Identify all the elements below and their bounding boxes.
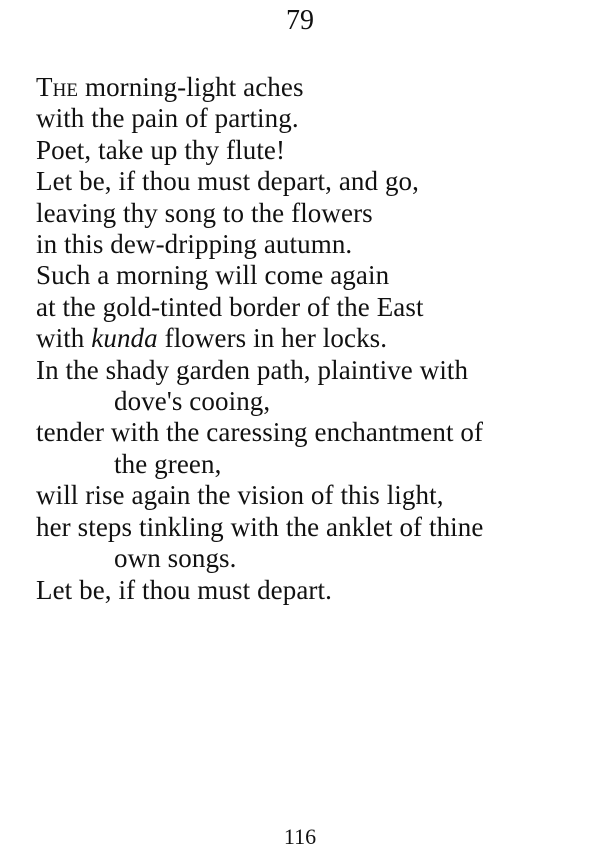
poem-line-15: her steps tinkling with the anklet of thine (36, 511, 484, 542)
poem-line-6: in this dew-dripping autumn. (36, 229, 353, 260)
poem-line-8: at the gold-tinted border of the East (36, 291, 424, 322)
poem-line-9-start: with (36, 323, 92, 354)
poem-line-10: In the shady garden path, plaintive with (36, 354, 469, 385)
poem-line-13: the green, (114, 448, 222, 479)
poem-line-1-rest: morning-light aches (78, 72, 304, 102)
page-number: 116 (283, 824, 317, 849)
poem-line-9-italic: kunda (91, 323, 158, 354)
poem-line-14: will rise again the vision of this light, (36, 480, 444, 511)
poem-line-12: tender with the caressing enchantment of (36, 417, 484, 448)
poem-line-5: leaving thy song to the flowers (36, 197, 373, 228)
poem-line-16: own songs. (114, 543, 237, 574)
poem-line-9 (36, 323, 581, 354)
poem-line-4: Let be, if thou must depart, and go, (36, 166, 420, 197)
poem-line-2: with the pain of parting. (36, 103, 299, 134)
poem-line-1 (36, 72, 581, 103)
poem-line-9-end: flowers in her locks. (157, 323, 388, 354)
poem-text (36, 72, 581, 606)
poem-line-3: Poet, take up thy flute! (36, 134, 286, 165)
drop-word: The (36, 72, 79, 102)
poem-number: 79 (286, 5, 314, 36)
poem-line-11: dove's cooing, (114, 386, 271, 417)
poem-line-7: Such a morning will come again (36, 260, 390, 291)
poem-line-17: Let be, if thou must depart. (36, 574, 332, 605)
